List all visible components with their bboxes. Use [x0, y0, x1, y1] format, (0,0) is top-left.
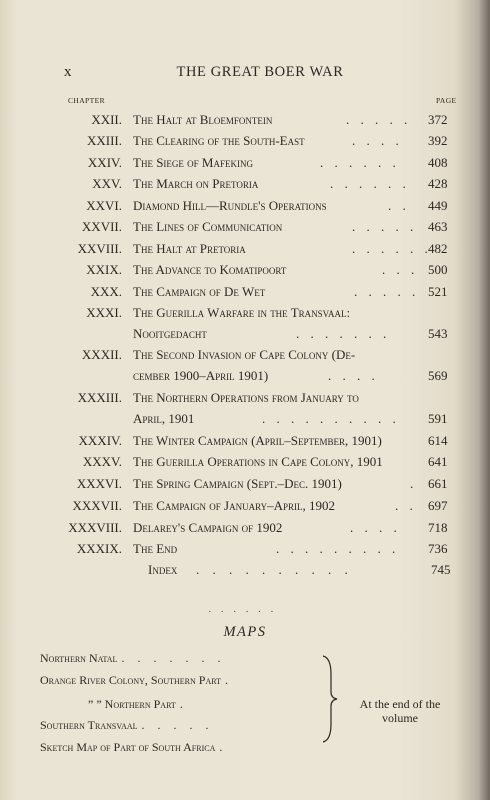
chapter-number: XXIX. [86, 262, 122, 277]
chapter-title: The Lines of Communication [133, 219, 283, 234]
toc-row [0, 411, 490, 431]
chapter-page: 614 [428, 433, 448, 448]
chapter-title: The March on Pretoria [133, 176, 259, 191]
chapter-title: The Second Invasion of Cape Colony (De- [133, 347, 356, 362]
running-header [64, 64, 456, 84]
chapter-number: XXXVI. [76, 476, 122, 491]
toc-row [0, 198, 490, 218]
toc-row [0, 368, 490, 388]
map-entry [40, 673, 233, 693]
map-entry [40, 740, 227, 760]
chapter-number: XXXII. [81, 347, 122, 362]
chapter-title: The Halt at Pretoria [133, 241, 246, 256]
chapter-title: cember 1900–April 1901) [133, 368, 269, 383]
chapter-page: 372 [428, 112, 448, 127]
chapter-title: April, 1901 [133, 411, 195, 426]
chapter-column-header: CHAPTER [68, 96, 105, 105]
chapter-number: XXXVII. [72, 498, 122, 513]
running-title: THE GREAT BOER WAR [176, 64, 344, 80]
leader-dots: . . . . . . . [296, 326, 391, 341]
chapter-title: The End [133, 541, 178, 556]
index-leader-dots: . . . . . . . . . . [196, 562, 353, 577]
toc-row [0, 176, 490, 196]
leader-dots: . . . . . [354, 284, 420, 299]
chapter-page: 718 [428, 520, 448, 535]
chapter-number: XXVI. [86, 198, 122, 213]
toc-row [0, 476, 490, 496]
leader-dots: . . . . . [346, 112, 412, 127]
chapter-number: XXXVIII. [68, 520, 122, 535]
right-brace [320, 654, 342, 744]
toc-row [0, 541, 490, 561]
toc-row [0, 498, 490, 518]
chapter-number: XXII. [91, 112, 122, 127]
leader-dots: . . . . . . . . . . [262, 411, 400, 426]
toc-row [0, 305, 490, 325]
chapter-number: XXXI. [86, 305, 122, 320]
chapter-page: 641 [428, 454, 448, 469]
toc-row [0, 454, 490, 474]
map-leader-dots: . . . . . [141, 718, 214, 732]
maps-heading: MAPS [223, 624, 267, 640]
toc-row [0, 262, 490, 282]
chapter-number: XXXIII. [77, 390, 122, 405]
leader-dots: . . [395, 498, 417, 513]
chapter-title: The Campaign of De Wet [133, 284, 266, 299]
chapter-number: XXX. [90, 284, 122, 299]
page-column-header: PAGE [436, 96, 457, 105]
chapter-page: 521 [428, 284, 448, 299]
leader-dots: . . . . [350, 520, 401, 535]
map-title: Northern Natal [40, 651, 118, 665]
chapter-number: XXIII. [86, 133, 122, 148]
index-page: 745 [431, 562, 451, 577]
chapter-number: XXVIII. [77, 241, 122, 256]
maps-note-line-2: volume [382, 711, 418, 725]
chapter-page: 428 [428, 176, 448, 191]
chapter-page: 500 [428, 262, 448, 277]
chapter-title: The Guerilla Operations in Cape Colony, 1901 [133, 454, 383, 469]
toc-row [0, 326, 490, 346]
maps-note-line-1: At the end of the [359, 697, 441, 711]
toc-row [0, 241, 490, 261]
chapter-title: Nooitgedacht [133, 326, 207, 341]
chapter-title: The Campaign of January–April, 1902 [133, 498, 335, 513]
map-entry [40, 651, 225, 671]
chapter-page: 392 [428, 133, 448, 148]
chapter-title: The Siege of Mafeking [133, 155, 253, 170]
leader-dots: . . . . . . [330, 176, 410, 191]
toc-row [0, 433, 490, 453]
map-title: Orange River Colony, Southern Part [40, 673, 221, 687]
leader-dots: . [410, 476, 418, 491]
chapter-title: Delarey's Campaign of 1902 [133, 520, 283, 535]
toc-row [0, 112, 490, 132]
map-title: Southern Transvaal [40, 718, 138, 732]
map-entry [88, 697, 188, 717]
chapter-number: XXXIX. [76, 541, 122, 556]
chapter-title: The Winter Campaign (April–September, 1901) [133, 433, 382, 448]
chapter-page: 569 [428, 368, 448, 383]
maps-location-note [340, 697, 460, 725]
index-label: Index [148, 562, 178, 577]
toc-row [0, 284, 490, 304]
map-leader-dots: . . . . . . . [121, 651, 226, 665]
leader-dots: . . . . . [352, 219, 418, 234]
chapter-page: 463 [428, 219, 448, 234]
toc-row [0, 219, 490, 239]
chapter-page: 591 [428, 411, 448, 426]
chapter-title: The Guerilla Warfare in the Transvaal: [133, 305, 351, 320]
toc-row [0, 347, 490, 367]
chapter-page: 697 [428, 498, 448, 513]
toc-row [0, 133, 490, 153]
chapter-number: XXXIV. [78, 433, 122, 448]
page-number: x [64, 64, 72, 80]
map-leader-dots: . [224, 673, 233, 687]
map-leader-dots: . [179, 697, 188, 711]
toc-row [0, 520, 490, 540]
map-leader-dots: . [219, 740, 228, 754]
map-title: ” ” Northern Part [88, 697, 176, 711]
chapter-number: XXIV. [87, 155, 122, 170]
chapter-page: 449 [428, 198, 448, 213]
chapter-page: 482 [428, 241, 448, 256]
chapter-number: XXVII. [81, 219, 122, 234]
map-title: Sketch Map of Part of South Africa [40, 740, 216, 754]
chapter-title: Diamond Hill—Rundle's Operations [133, 198, 327, 213]
chapter-number: XXV. [92, 176, 122, 191]
chapter-page: 543 [428, 326, 448, 341]
leader-dots: . . . . [352, 133, 403, 148]
index-entry [0, 562, 490, 582]
chapter-page: 661 [428, 476, 448, 491]
leader-dots: . . . . . . [352, 241, 432, 256]
leader-dots: . . . . . . . . . [276, 541, 400, 556]
leader-dots: . . . [382, 262, 419, 277]
chapter-page: 736 [428, 541, 448, 556]
chapter-number: XXXV. [82, 454, 122, 469]
chapter-title: The Northern Operations from January to [133, 390, 359, 405]
ornamental-separator: · · · · · · [208, 606, 277, 618]
toc-row [0, 390, 490, 410]
chapter-title: The Clearing of the South-East [133, 133, 305, 148]
chapter-title: The Halt at Bloemfontein [133, 112, 273, 127]
leader-dots: . . . . [328, 368, 379, 383]
leader-dots: . . [388, 198, 410, 213]
chapter-title: The Advance to Komatipoort [133, 262, 287, 277]
map-entry [40, 718, 214, 738]
leader-dots: . . . . . . [320, 155, 400, 170]
toc-row [0, 155, 490, 175]
chapter-page: 408 [428, 155, 448, 170]
chapter-title: The Spring Campaign (Sept.–Dec. 1901) [133, 476, 342, 491]
